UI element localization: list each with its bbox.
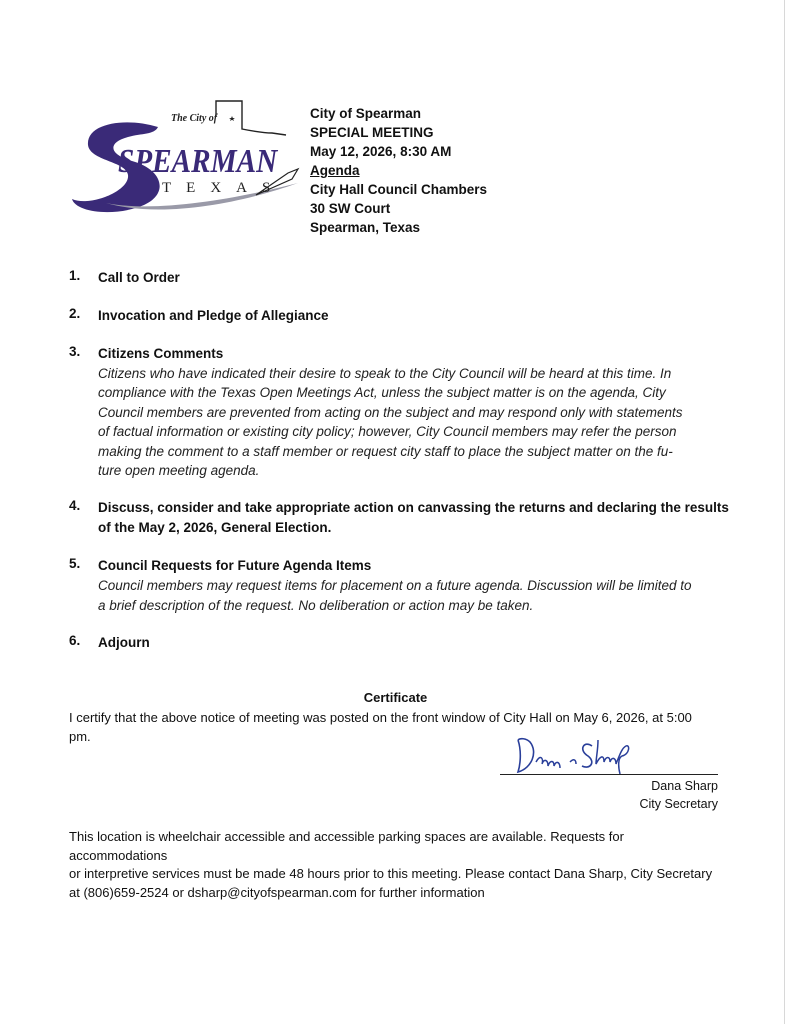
item-number: 1.: [69, 268, 81, 283]
header-location: City Hall Council Chambers: [310, 182, 488, 197]
desc-line: Citizens who have indicated their desire to speak to the City Council will be heard at this time. In: [98, 366, 672, 381]
item-title: Invocation and Pledge of Allegiance: [98, 308, 329, 323]
item-number: 2.: [69, 306, 81, 321]
accessibility-line: or interpretive services must be made 48 hours prior to this meeting. Please contact Dana Sharp, City Secretary: [69, 866, 713, 881]
desc-line: Council members are prevented from acting on the subject and may respond only with statements: [98, 404, 683, 420]
logo-city-of-text: The City of: [171, 113, 218, 124]
certificate-title: Certificate: [363, 690, 428, 705]
page-edge: [784, 0, 785, 1024]
logo-city-name: SPEARMAN: [118, 143, 278, 180]
agenda-items: [69, 268, 729, 653]
desc-line: of factual information or existing city policy; however, City Council members may refer the person: [98, 424, 677, 440]
item-title: Citizens Comments: [98, 346, 224, 361]
agenda-item-citizens-comments: [69, 344, 729, 480]
item-number: 3.: [69, 344, 81, 359]
accessibility-line: at (806)659-2524 or dsharp@cityofspearman.com for further information: [69, 884, 485, 900]
certificate-line: pm.: [69, 729, 91, 744]
agenda-item-future-requests: [69, 556, 729, 615]
item-title-line: of the May 2, 2026, General Election.: [98, 520, 332, 536]
header-datetime: May 12, 2026, 8:30 AM: [310, 144, 452, 159]
desc-line: making the comment to a staff member or request city staff to place the subject matter on the fu-: [98, 443, 673, 459]
item-description: [98, 364, 729, 480]
item-title: Adjourn: [98, 635, 150, 651]
item-number: 6.: [69, 633, 81, 649]
desc-line: ture open meeting agenda.: [98, 463, 260, 479]
header-city-state: Spearman, Texas: [310, 220, 421, 235]
header-agenda-label: Agenda: [310, 163, 360, 178]
certificate-line: I certify that the above notice of meeting was posted on the front window of City Hall on May 6, 2026, at 5:00: [69, 710, 692, 725]
item-title-line: Discuss, consider and take appropriate action on canvassing the returns and declaring the results: [98, 500, 729, 516]
accessibility-line: This location is wheelchair accessible and accessible parking spaces are available. Requests for accommodations: [69, 829, 624, 863]
agenda-item-adjourn: [69, 633, 729, 653]
agenda-item-call-to-order: [69, 268, 729, 288]
item-description: [98, 576, 729, 615]
signature-line: [500, 774, 718, 775]
agenda-item-invocation: [69, 306, 729, 326]
item-number: 5.: [69, 556, 81, 572]
signatory-block: [640, 777, 719, 813]
item-title: Council Requests for Future Agenda Items: [98, 558, 372, 574]
header-city: City of Spearman: [310, 106, 422, 121]
agenda-item-canvass-election: [69, 498, 729, 538]
header-address: 30 SW Court: [310, 201, 391, 216]
signatory-title: City Secretary: [639, 797, 718, 811]
desc-line: compliance with the Texas Open Meetings Act, unless the subject matter is on the agenda, City: [98, 385, 666, 401]
accessibility-note: [69, 828, 724, 902]
desc-line: a brief description of the request. No deliberation or action may be taken.: [98, 597, 534, 613]
signatory-name: Dana Sharp: [651, 779, 718, 793]
logo-state-text: TEXAS: [162, 180, 286, 196]
item-title: Call to Order: [98, 270, 180, 285]
city-logo: [66, 99, 304, 219]
meeting-header: [310, 104, 487, 237]
item-number: 4.: [69, 498, 81, 514]
header-meeting-type: SPECIAL MEETING: [310, 125, 434, 140]
desc-line: Council members may request items for placement on a future agenda. Discussion will be limited to: [98, 578, 692, 594]
